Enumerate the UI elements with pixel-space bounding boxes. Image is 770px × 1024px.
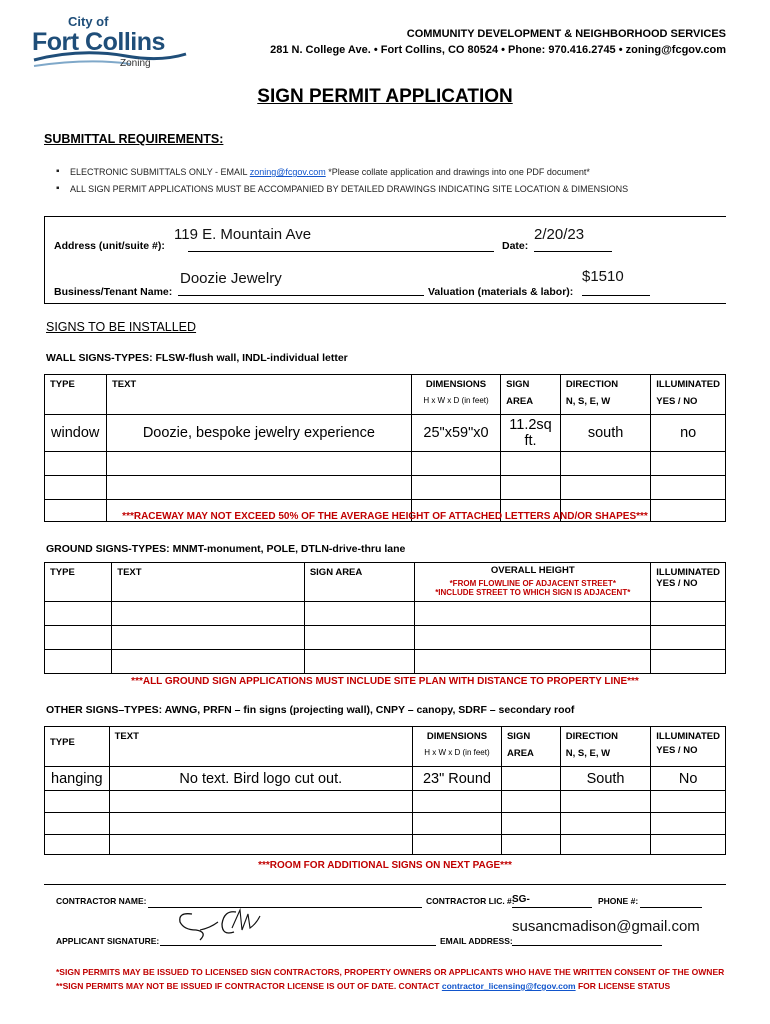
city-logo [30, 14, 190, 74]
wall-signs-table [44, 374, 726, 522]
bullet-1-text: ELECTRONIC SUBMITTALS ONLY - EMAIL [70, 167, 250, 177]
ground-header-row [45, 563, 726, 602]
other-h-dir-1: DIRECTION [565, 731, 619, 742]
other-h-area-1: SIGN [506, 731, 531, 742]
other-h-area [501, 727, 560, 767]
table-row[interactable] [45, 650, 726, 674]
signature-label: APPLICANT SIGNATURE: [56, 936, 160, 946]
wall-h-ill-2: YES / NO [656, 396, 698, 407]
wall-h-dir-1: DIRECTION [565, 379, 619, 390]
other-dir-cell[interactable]: South [560, 767, 650, 791]
wall-signs-heading: WALL SIGNS-TYPES: FLSW-flush wall, INDL-individual letter [46, 352, 348, 364]
business-field[interactable] [178, 270, 424, 296]
header-org: COMMUNITY DEVELOPMENT & NEIGHBORHOOD SERVICES [406, 28, 726, 40]
ground-site-plan-notice: ***ALL GROUND SIGN APPLICATIONS MUST INCLUDE SITE PLAN WITH DISTANCE TO PROPERTY LINE*** [131, 676, 639, 687]
signs-heading: SIGNS TO BE INSTALLED [46, 320, 197, 334]
footer-note-1: *SIGN PERMITS MAY BE ISSUED TO LICENSED SIGN CONTRACTORS, PROPERTY OWNERS OR APPLICANTS WHO HAVE THE WRITTEN CONSENT OF THE OWNER [56, 967, 725, 977]
other-signs-table [44, 726, 726, 855]
table-row[interactable] [45, 767, 726, 791]
footer-note-2-tail: FOR LICENSE STATUS [575, 981, 671, 991]
other-type-cell[interactable]: hanging [45, 767, 110, 791]
wall-h-type: TYPE [45, 375, 107, 415]
other-header-row [45, 727, 726, 767]
zoning-email-link[interactable]: zoning@fcgov.com [249, 167, 326, 177]
other-h-illuminated [651, 727, 726, 767]
wall-h-area-1: SIGN [506, 379, 530, 390]
wall-h-illuminated [651, 375, 726, 415]
wall-h-direction [560, 375, 650, 415]
business-value: Doozie Jewelry [180, 270, 282, 287]
wall-header-row [45, 375, 726, 415]
date-label: Date: [502, 240, 529, 252]
wall-area-cell[interactable]: 11.2sq ft. [501, 415, 561, 452]
ground-h-area: SIGN AREA [304, 563, 414, 602]
ground-h-height-label: OVERALL HEIGHT [490, 565, 575, 576]
table-row[interactable] [45, 476, 726, 500]
other-h-dim-sub: H x W x D (in feet) [424, 748, 490, 757]
business-label: Business/Tenant Name: [54, 286, 173, 298]
contractor-lic-field[interactable] [512, 894, 592, 908]
address-field[interactable] [174, 226, 494, 252]
ground-h-ill-1: ILLUMINATED [656, 567, 720, 578]
handwritten-signature-icon [170, 904, 270, 944]
submittal-bullet-1 [70, 167, 590, 177]
other-signs-heading: OTHER SIGNS–TYPES: AWNG, PRFN – fin signs (projecting wall), CNPY – canopy, SDRF – secondary roof [46, 704, 575, 716]
ground-h-type: TYPE [45, 563, 112, 602]
ground-h-height-note-1: *FROM FLOWLINE OF ADJACENT STREET* [449, 579, 616, 588]
logo-name-text: Fort Collins [32, 28, 165, 56]
email-field[interactable] [512, 918, 700, 946]
other-ill-cell[interactable]: No [651, 767, 726, 791]
raceway-notice: ***RACEWAY MAY NOT EXCEED 50% OF THE AVERAGE HEIGHT OF ATTACHED LETTERS AND/OR SHAPES*** [122, 511, 648, 522]
bullet-1-note: *Please collate application and drawings into one PDF document* [325, 167, 590, 177]
other-h-type: TYPE [45, 727, 110, 767]
other-h-dim-label: DIMENSIONS [426, 731, 488, 742]
table-row[interactable] [45, 415, 726, 452]
email-label: EMAIL ADDRESS: [440, 936, 513, 946]
phone-label: PHONE #: [598, 896, 639, 906]
ground-h-text: TEXT [112, 563, 305, 602]
email-value: susancmadison@gmail.com [512, 918, 700, 935]
wall-type-cell[interactable]: window [45, 415, 107, 452]
ground-h-ill-2: YES / NO [656, 578, 698, 589]
submittal-heading: SUBMITTAL REQUIREMENTS: [44, 132, 224, 146]
other-h-text: TEXT [109, 727, 412, 767]
address-value: 119 E. Mountain Ave [174, 226, 312, 243]
ground-h-height-note-2: *INCLUDE STREET TO WHICH SIGN IS ADJACENT* [435, 588, 631, 597]
date-field[interactable] [534, 228, 612, 252]
date-value: 2/20/23 [534, 226, 585, 243]
ground-signs-table [44, 562, 726, 674]
other-h-ill-1: ILLUMINATED [656, 731, 720, 742]
wall-h-area-2: AREA [506, 396, 534, 407]
ground-signs-heading: GROUND SIGNS-TYPES: MNMT-monument, POLE, DTLN-drive-thru lane [46, 543, 406, 555]
contractor-divider [44, 884, 726, 885]
other-h-dimensions [412, 727, 501, 767]
wall-dim-cell[interactable]: 25"x59"x0 [411, 415, 500, 452]
contractor-lic-prefix: SG- [512, 894, 530, 905]
valuation-label: Valuation (materials & labor): [428, 286, 574, 298]
footer-note-2-text: **SIGN PERMITS MAY NOT BE ISSUED IF CONTRACTOR LICENSE IS OUT OF DATE. CONTACT [56, 981, 442, 991]
other-area-cell[interactable] [501, 767, 560, 791]
valuation-value: $1510 [582, 268, 624, 285]
additional-signs-notice: ***ROOM FOR ADDITIONAL SIGNS ON NEXT PAGE*** [258, 860, 512, 871]
wall-h-text: TEXT [106, 375, 411, 415]
table-row[interactable] [45, 452, 726, 476]
wall-h-dim-sub: H x W x D (in feet) [423, 396, 489, 405]
other-h-direction [560, 727, 650, 767]
logo-dept-text: Zoning [120, 58, 151, 69]
header-address: 281 N. College Ave. • Fort Collins, CO 80524 • Phone: 970.416.2745 • zoning@fcgov.com [270, 44, 726, 56]
ground-h-illuminated [651, 563, 726, 602]
other-h-ill-2: YES / NO [656, 745, 698, 756]
wall-h-dimensions [411, 375, 500, 415]
phone-field[interactable] [640, 896, 702, 908]
wall-text-cell[interactable]: Doozie, bespoke jewelry experience [106, 415, 411, 452]
other-dim-cell[interactable]: 23" Round [412, 767, 501, 791]
logo-city-text: City of [68, 14, 109, 29]
table-row[interactable] [45, 791, 726, 813]
wall-h-area [501, 375, 561, 415]
table-row[interactable] [45, 813, 726, 835]
address-label: Address (unit/suite #): [54, 240, 165, 252]
licensing-email-link[interactable]: contractor_licensing@fcgov.com [441, 981, 576, 991]
footer-note-2 [56, 981, 670, 991]
other-h-dir-2: N, S, E, W [565, 748, 611, 759]
wall-dir-cell[interactable]: south [560, 415, 650, 452]
table-row[interactable] [45, 835, 726, 855]
table-row[interactable] [45, 602, 726, 626]
wall-h-dim-label: DIMENSIONS [425, 379, 487, 390]
contractor-name-label: CONTRACTOR NAME: [56, 896, 147, 906]
signature-field[interactable] [160, 932, 436, 946]
wall-h-ill-1: ILLUMINATED [656, 379, 720, 390]
submittal-bullet-2: ▪ ALL SIGN PERMIT APPLICATIONS MUST BE ACCOMPANIED BY DETAILED DRAWINGS INDICATING SITE LOCATION & DIMENSIONS [70, 184, 628, 194]
ground-h-height [415, 563, 651, 602]
contractor-lic-label: CONTRACTOR LIC. #: [426, 896, 515, 906]
wall-h-dir-2: N, S, E, W [565, 396, 611, 407]
other-text-cell[interactable]: No text. Bird logo cut out. [109, 767, 412, 791]
table-row[interactable] [45, 626, 726, 650]
other-h-area-2: AREA [506, 748, 534, 759]
wall-ill-cell[interactable]: no [651, 415, 726, 452]
page-title: SIGN PERMIT APPLICATION [257, 86, 513, 107]
valuation-field[interactable] [582, 270, 650, 296]
